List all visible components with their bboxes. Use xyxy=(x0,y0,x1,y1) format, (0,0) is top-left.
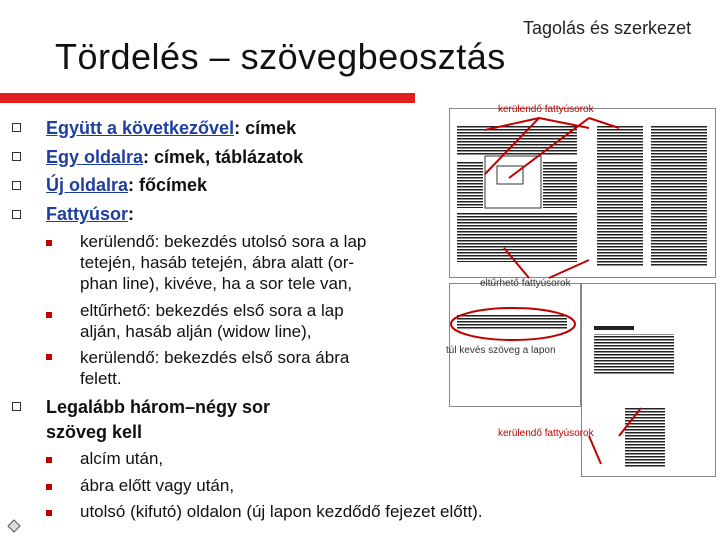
term-same-page: Egy oldalra xyxy=(46,147,144,167)
bullet-small-square-icon xyxy=(46,312,52,318)
sub-line: tetején, hasáb tetején, ábra alatt (or- xyxy=(80,253,355,272)
sub-line: kerülendő: bekezdés első sora ábra xyxy=(80,348,350,367)
sub-line: utolsó (kifutó) oldalon (új lapon kezdődő fejezet előtt). xyxy=(80,502,483,521)
bullet-small-square-icon xyxy=(46,484,52,490)
bullet-small-square-icon xyxy=(46,240,52,246)
bullet-small-square-icon xyxy=(46,354,52,360)
sub-line: kerülendő: bekezdés utolsó sora a lap xyxy=(80,232,367,251)
sub-line: alján, hasáb alján (widow line), xyxy=(80,322,312,341)
slide-subtitle: Tagolás és szerkezet xyxy=(523,18,692,38)
term-together: Együtt a következővel xyxy=(46,118,235,138)
term-new-page: Új oldalra xyxy=(46,175,129,195)
min-lines-heading-1: Legalább három–négy sor xyxy=(46,397,271,417)
term-widow: Fattyúsor xyxy=(46,204,129,224)
illustration-text-blocks xyxy=(449,108,715,478)
sub-line: eltűrhető: bekezdés első sora a lap xyxy=(80,301,344,320)
bullet-new-page xyxy=(46,173,207,198)
min-lines-heading-2: szöveg kell xyxy=(46,422,143,442)
title-underline-bar xyxy=(0,93,415,103)
bullet-small-square-icon xyxy=(46,510,52,516)
label-avoid-widows-bottom: kerülendő fattyúsorok xyxy=(498,428,594,439)
same-page-rest: : címek, táblázatok xyxy=(143,147,304,167)
bullet-small-square-icon xyxy=(46,457,52,463)
slide-title: Tördelés – szövegbeosztás xyxy=(55,36,506,77)
sub-line: alcím után, xyxy=(80,449,164,468)
widow-rest: : xyxy=(128,204,135,224)
bullet-square-icon xyxy=(12,181,21,190)
label-too-little-text: túl kevés szöveg a lapon xyxy=(446,345,556,356)
label-tolerable-widows: eltűrhető fattyúsorok xyxy=(480,278,571,289)
sub-line: phan line), kivéve, ha a sor tele van, xyxy=(80,274,353,293)
bullet-together-with-next xyxy=(46,116,296,141)
bullet-square-icon xyxy=(12,402,21,411)
label-avoid-widows-top: kerülendő fattyúsorok xyxy=(498,104,594,115)
bullet-square-icon xyxy=(12,210,21,219)
bullet-square-icon xyxy=(12,123,21,132)
new-page-rest: : főcímek xyxy=(128,175,208,195)
bullet-square-icon xyxy=(12,152,21,161)
bullet-widow-orphan xyxy=(46,202,134,227)
together-rest: : címek xyxy=(234,118,297,138)
diamond-icon xyxy=(6,518,22,534)
sub-line: felett. xyxy=(80,369,122,388)
bullet-same-page xyxy=(46,145,303,170)
sub-line: ábra előtt vagy után, xyxy=(80,476,235,495)
